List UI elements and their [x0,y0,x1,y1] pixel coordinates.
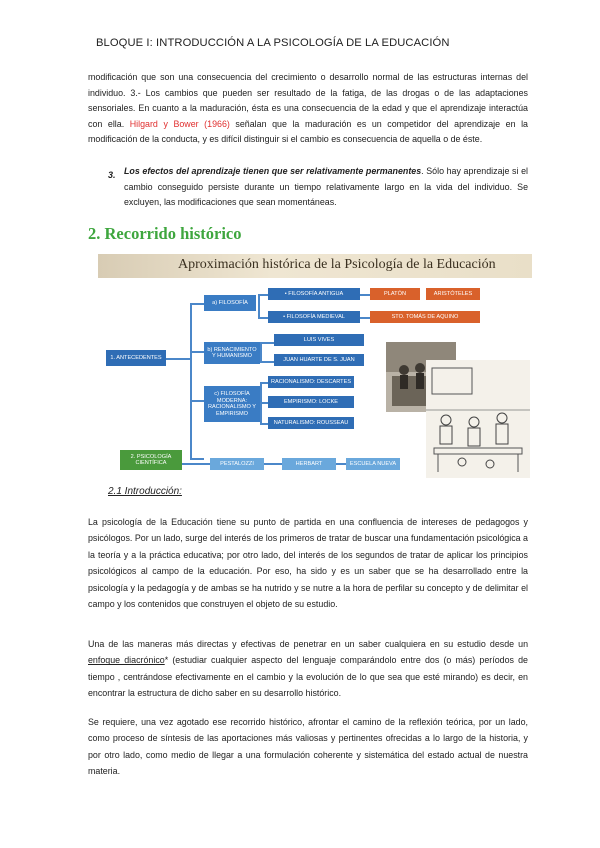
citation-hilgard-bower: Hilgard y Bower (1966) [129,118,230,129]
continuation-paragraph [88,70,528,148]
box-descartes: RACIONALISMO: DESCARTES [268,376,354,388]
classroom-illustration [426,360,530,478]
connector-line [360,317,370,319]
connector-line [260,342,274,344]
connector-line [166,358,192,360]
box-rousseau: NATURALISMO: ROUSSEAU [268,417,354,429]
paragraph-intro: La psicología de la Educación tiene su punto de partida en una confluencia de intereses de pedagogos y psicólogos. Por un lado, surge del interés de los primeros de tratar de buscar una fundamentación psicológica a la teoría y a la práctica educativa; por otro lado, del interés de los segundos de tratar de aplicar los principios psicológicos al campo de la educación. Por eso, ha sido y es un saber que se ha desarrollado entre la psicología y la pedagogía y de ambas se ha nutrido y se nutre a la hora de perfilar su concepto y de delimitar el campo y los contenidos que construyen el objeto de su estudio. [88,517,528,610]
connector-line [190,303,204,305]
connector-line [260,423,268,425]
box-renacimiento: b) RENACIMIENTO Y HUMANISMO [204,342,260,364]
connector-line [258,294,268,296]
connector-line [258,294,260,318]
box-herbart: HERBART [282,458,336,470]
connector-line [260,361,274,363]
box-aristoteles: ARISTÓTELES [426,288,480,300]
connector-line [260,402,268,404]
box-locke: EMPIRISMO: LOCKE [268,396,354,408]
list-item-3 [124,164,528,211]
box-pestalozzi: PESTALOZZI [210,458,264,470]
page-header: BLOQUE I: INTRODUCCIÓN A LA PSICOLOGÍA DE LA EDUCACIÓN [96,37,450,49]
list-number-3: 3. [108,170,116,180]
connector-line [260,382,268,384]
box-luis-vives: LUIS VIVES [274,334,364,346]
box-aquino: STO. TOMÁS DE AQUINO [370,311,480,323]
paragraph-diacronico [88,636,528,702]
box-escuela-nueva: ESCUELA NUEVA [346,458,400,470]
paragraph-text-end: * (estudiar cualquier aspecto del lenguaje comparándolo entre dos (o más) períodos de tiempo , centrándose efectivamente en el cambio y la evolución de lo que sea que esté mirando) es decir, en encontrar la estructura de dicho saber en su desarrollo histórico. [88,655,528,699]
box-huarte: JUAN HUARTE DE S. JUAN [274,354,364,366]
connector-line [258,317,268,319]
box-filosofia-antigua: • FILOSOFÍA ANTIGUA [268,288,360,300]
subsection-title: 2.1 Introducción: [108,486,182,497]
connector-line [190,303,192,459]
list-item-3-text: . Sólo hay aprendizaje si el cambio conseguido persiste durante un tiempo relativamente largo en la vida del individuo. Se excluyen, las modificaciones que sean momentáneas. [124,166,528,208]
paragraph-text: Una de las maneras más directas y efectivas de penetrar en un saber cualquiera en su estudio desde un [88,639,528,649]
list-item-3-heading: Los efectos del aprendizaje tienen que ser relativamente permanentes [124,166,422,176]
paragraph-reflexion: Se requiere, una vez agotado ese recorrido histórico, afrontar el camino de la reflexión teórica, por un lado, como proceso de síntesis de las aportaciones más valiosas y pertinentes ofrecidas a lo largo de la historia, y por otro lado, como medio de llegar a una formulación coherente y sistemática del estado actual de nuestra materia. [88,717,528,777]
box-psicologia-cientifica: 2. PSICOLOGÍA CIENTÍFICA [120,450,182,470]
paragraph-text-end: señalan que la maduración es un competidor del aprendizaje en la modificación de la conducta, y es difícil distinguir si el cambio es consecuencia de aquella o de éste. [88,118,528,145]
box-filosofia-moderna: c) FILOSOFÍA MODERNA: RACIONALISMO Y EMPIRISMO [204,386,260,422]
box-antecedentes: 1. ANTECEDENTES [106,350,166,366]
paragraph-text: modificación que son una consecuencia del crecimiento o desarrollo normal de las estructuras internas del individuo. 3.- Los cambios que pueden ser resultado de la fatiga, de las drogas o de las adaptaciones sensoriales. En cuanto a la maduración, ésta es una consecuencia de la edad y que el aprendizaje interactúa con ella. [88,72,528,129]
connector-line [190,400,204,402]
history-diagram-figure [98,254,532,482]
connector-line [360,294,370,296]
connector-line [190,351,204,353]
figure-title: Aproximación histórica de la Psicología de la Educación [178,257,496,272]
box-platon: PLATÓN [370,288,420,300]
connector-line [260,342,262,362]
term-enfoque-diacronico: enfoque diacrónico [88,655,165,666]
section-title: 2. Recorrido histórico [88,224,242,243]
box-filosofia-medieval: • FILOSOFÍA MEDIEVAL [268,311,360,323]
connector-line [190,458,204,460]
box-filosofia: a) FILOSOFÍA [204,295,256,311]
